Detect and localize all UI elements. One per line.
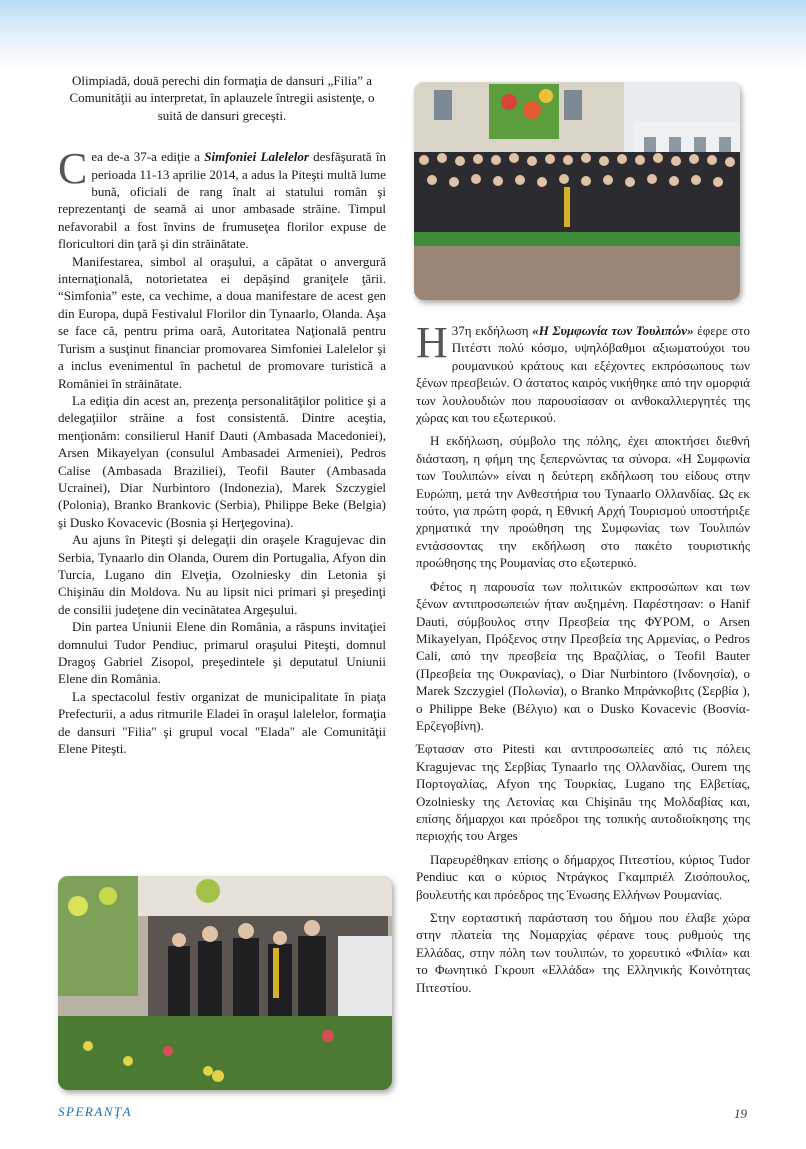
greek-paragraph-6: Στην εορταστική παράσταση του δήμου που έλαβε χώρα στην πλατεία της Νομαρχίας φέρανε τους ρυθμούς της Ελλάδας, στην πόλη των τουλιπών, το χορευτικό «Φιλία» και το Φωνητικό Γκρουπ «Ελλάδα» της Ελληνικής Κοινότητας Πιτεστίου. (416, 910, 750, 995)
exhibition-photo-illustration (58, 876, 392, 1090)
intro-paragraph: Olimpiadă, două perechi din formaţia de dansuri „Filia” a Comunităţii au interpretat, în aplauzele întregii asistenţe, o suită de dansuri greceşti. (69, 73, 375, 123)
greek-column (416, 318, 750, 996)
greek-dropcap-letter: Η (416, 318, 448, 367)
article-paragraph-3: La ediţia din acest an, prezenţa personalităţilor politice şi a delegaţiilor străine a fost consistentă. Dintre aceştia, menţionăm: consilierul Hanif Dauti (Ambasada Macedoniei), Arsen Mikayelyan (consulul Ambasadei Armeniei), Pedros Calise (Ambasada Braziliei), Teofil Bauter (Ambasada Ucrainei), Diar Nurbintoro (Indonezia), Marek Szczygiel (Polonia), Branko Brankovic (Serbia), Philippe Beke (Belgia) şi Dusko Kovacevic (Bosnia şi Herţegovina). (58, 392, 386, 530)
article-paragraph-1: Cea de-a 37-a ediţie a Simfoniei Lalelelor desfăşurată în perioada 11-13 aprilie 2014, a adus la Piteşti multă lume bună, oficiali de rang înalt ai statului român şi reprezentanţi de seamă ai unor ambasade străine. Timpul nefavorabil a fost învins de frumuseţea florilor expuse de floricultori din ţară şi din străinătate. (58, 144, 386, 252)
greek-festival-name: «Η Συμφωνία των Τουλιπών» (532, 323, 694, 338)
festival-name: Simfoniei Lalelelor (204, 149, 309, 165)
group-photo-illustration (414, 82, 740, 300)
article-paragraph-5: Din partea Uniunii Elene din România, a răspuns invitaţiei domnului Tudor Pendiuc, primarul oraşului Piteşti, domnul Dragoş Gabriel Zisopol, preşedintele şi deputatul Uniunii Elene din România. (58, 619, 386, 687)
article-paragraph-6: La spectacolul festiv organizat de municipalitate în piaţa Prefecturii, a adus ritmurile Eladei în oraşul lalelelor, formaţia de dansuri "Filia" şi grupul vocal "Elada" ale Comunităţii Elene Piteşti. (58, 688, 386, 757)
greek-paragraph-2: Η εκδήλωση, σύμβολο της πόλης, έχει αποκτήσει διεθνή διάσταση, η φήμη της ξεπερνώντας τα σύνορα. «Η Συμφωνία των Τουλιπών» είναι η δεύτερη εκδήλωση του είδους στην Ευρώπη, μετά την Ανθεστήρια του Tynaarlo Ολλανδίας. Ως εκ τούτο, για πρώτη φορά, η Εθνική Αρχή Τουρισμού υποστήριξε χρηματικά την προώθηση της Συμφωνίας των Τουλιπών εντάσσοντας την εκδήλωση στο πακέτο τουριστικής προώθησης της Ρουμανίας στο εξωτερικό. (416, 433, 750, 571)
exhibition-photo (58, 876, 392, 1090)
greek-paragraph-1: Η 37η εκδήλωση «Η Συμφωνία των Τουλιπών» έφερε στο Πιτέστι πολύ κόσμο, υψηλόβαθμοι αξιωματούχοι του ρουμανικού κράτους και εξέχοντες εκπρόσωπους των ξένων πρεσβειών. Ο άστατος καιρός νικήθηκε από την ομορφιά των λουλουδιών που παρουσίασαν οι ανθοκαλλιεργητές της χώρας και του εξωτερικού. (416, 318, 750, 426)
group-photo (414, 82, 740, 300)
greek-paragraph-3: Φέτος η παρουσία των πολιτικών εκπροσώπων και των ξένων αντιπροσωπειών ήταν αυξημένη. Παρέστησαν: ο Hanif Dauti, σύμβουλος στην Πρεσβεία της ΦΥΡΟΜ, ο Arsen Mikayelyan, Πρόξενος στην Πρεσβεία της Αρμενίας, ο Pedros Cali, από την πρεσβεία της Βραζιλίας, ο Teofil Bauter (Πρεσβεία της Ουκρανίας), ο Diar Nurbintoro (Ινδονησία), ο Marek Szczygiel (Πολωνία), ο Branko Μπράνκοβιτς (Σερβία ), ο Philippe Beke (Βέλγιο) και ο Dusko Kovacevic (Βοσνία-Ερζεγοβίνη). (416, 578, 750, 733)
magazine-title: SPERANŢA (58, 1104, 133, 1119)
article-paragraph-4: Au ajuns în Piteşti şi delegaţii din oraşele Kragujevac din Serbia, Tynaarlo din Olanda, Ourem din Portugalia, Afyon din Turcia, Lugano din Elveţia, Ozolniesky din Letonia şi Chişinău din Moldova. Nu au lipsit nici primari şi preşedinţi de consilii judeţene din vecinătatea Argeşului. (58, 532, 386, 617)
dropcap-letter: C (58, 144, 88, 194)
page-number: 19 (734, 1106, 747, 1121)
greek-paragraph-5: Παρευρέθηκαν επίσης ο δήμαρχος Πιτεστίου, κύριος Tudor Pendiuc και ο κύριος Ντράγκος Γκαμπριέλ Ζισόπουλος, βουλευτής και πρόεδρος της Ένωσης Ελλήνων Ρουμανίας. (416, 851, 750, 902)
romanian-column (58, 72, 386, 757)
article-paragraph-2: Manifestarea, simbol al oraşului, a căpătat o anvergură internaţională, notorietatea ei depăşind graniţele ţării. “Simfonia” este, ca vechime, a doua manifestare de acest gen din Europa, după Festivalul Florilor din Tynaarlo, Olanda. Aşa se face că, pentru prima oară, Autoritatea Naţională pentru Turism a susţinut financiar promovarea Simfoniei Lalelelor şi a inclus evenimentul în pachetul de promovare turistică a României în străinătate. (58, 253, 386, 391)
greek-paragraph-4: Έφτασαν στο Pitesti και αντιπροσωπείες από τις πόλεις Kragujevac της Σερβίας Tynaarlo της Ολλανδίας, Ourem της Πορτογαλίας, Afyon της Τουρκίας, Lugano της Ελβετίας, Ozolniesky της Λετονίας και Chişinău της Μολδαβίας και, επίσης δήμαρχοι και πρόεδροι της τοπικής αυτοδιοίκησης της περιοχής του Arges (416, 741, 750, 844)
